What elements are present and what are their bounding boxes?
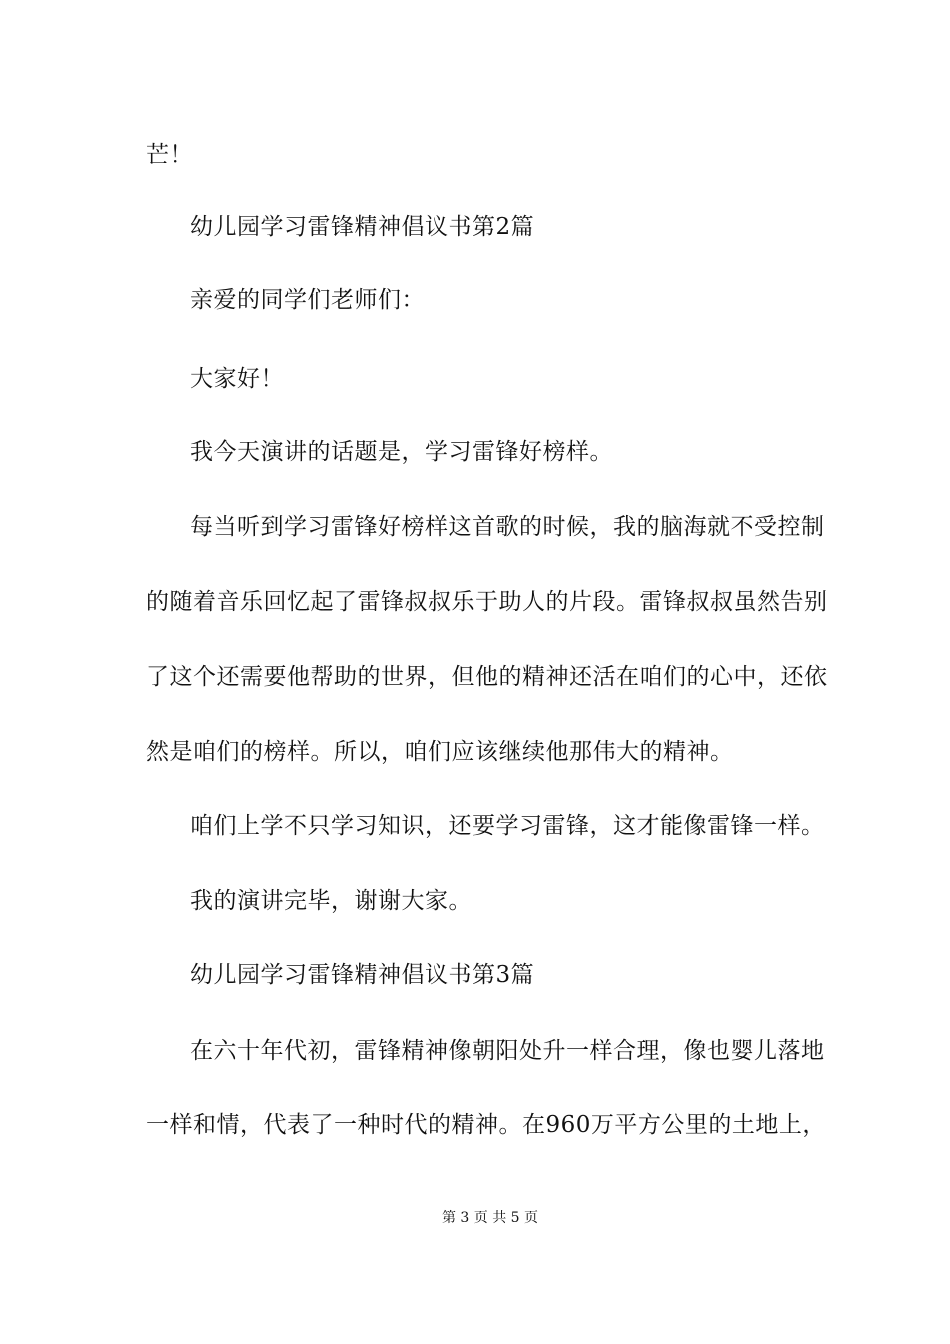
section-heading: 幼儿园学习雷锋精神倡议书第2篇	[190, 214, 535, 240]
paragraph-line: 咱们上学不只学习知识，还要学习雷锋，这才能像雷锋一样。	[190, 813, 825, 839]
text-line: 芒！	[146, 142, 193, 168]
page-footer: 第 3 页 共 5 页	[441, 1210, 539, 1226]
paragraph-line: 我的演讲完毕，谢谢大家。	[190, 888, 472, 914]
paragraph-line: 在六十年代初，雷锋精神像朝阳处升一样合理，像也婴儿落地	[190, 1038, 825, 1064]
paragraph-line: 每当听到学习雷锋好榜样这首歌的时候，我的脑海就不受控制	[190, 514, 825, 540]
greeting: 大家好！	[190, 366, 284, 392]
paragraph-line: 一样和情，代表了一种时代的精神。在960万平方公里的土地上，	[146, 1112, 826, 1138]
paragraph-line: 的随着音乐回忆起了雷锋叔叔乐于助人的片段。雷锋叔叔虽然告别	[146, 589, 828, 615]
paragraph-line: 我今天演讲的话题是，学习雷锋好榜样。	[190, 439, 613, 465]
paragraph-line: 了这个还需要他帮助的世界，但他的精神还活在咱们的心中，还依	[146, 664, 828, 690]
salutation: 亲爱的同学们老师们：	[190, 287, 425, 313]
section-heading: 幼儿园学习雷锋精神倡议书第3篇	[190, 962, 535, 988]
paragraph-line: 然是咱们的榜样。所以，咱们应该继续他那伟大的精神。	[146, 739, 734, 765]
